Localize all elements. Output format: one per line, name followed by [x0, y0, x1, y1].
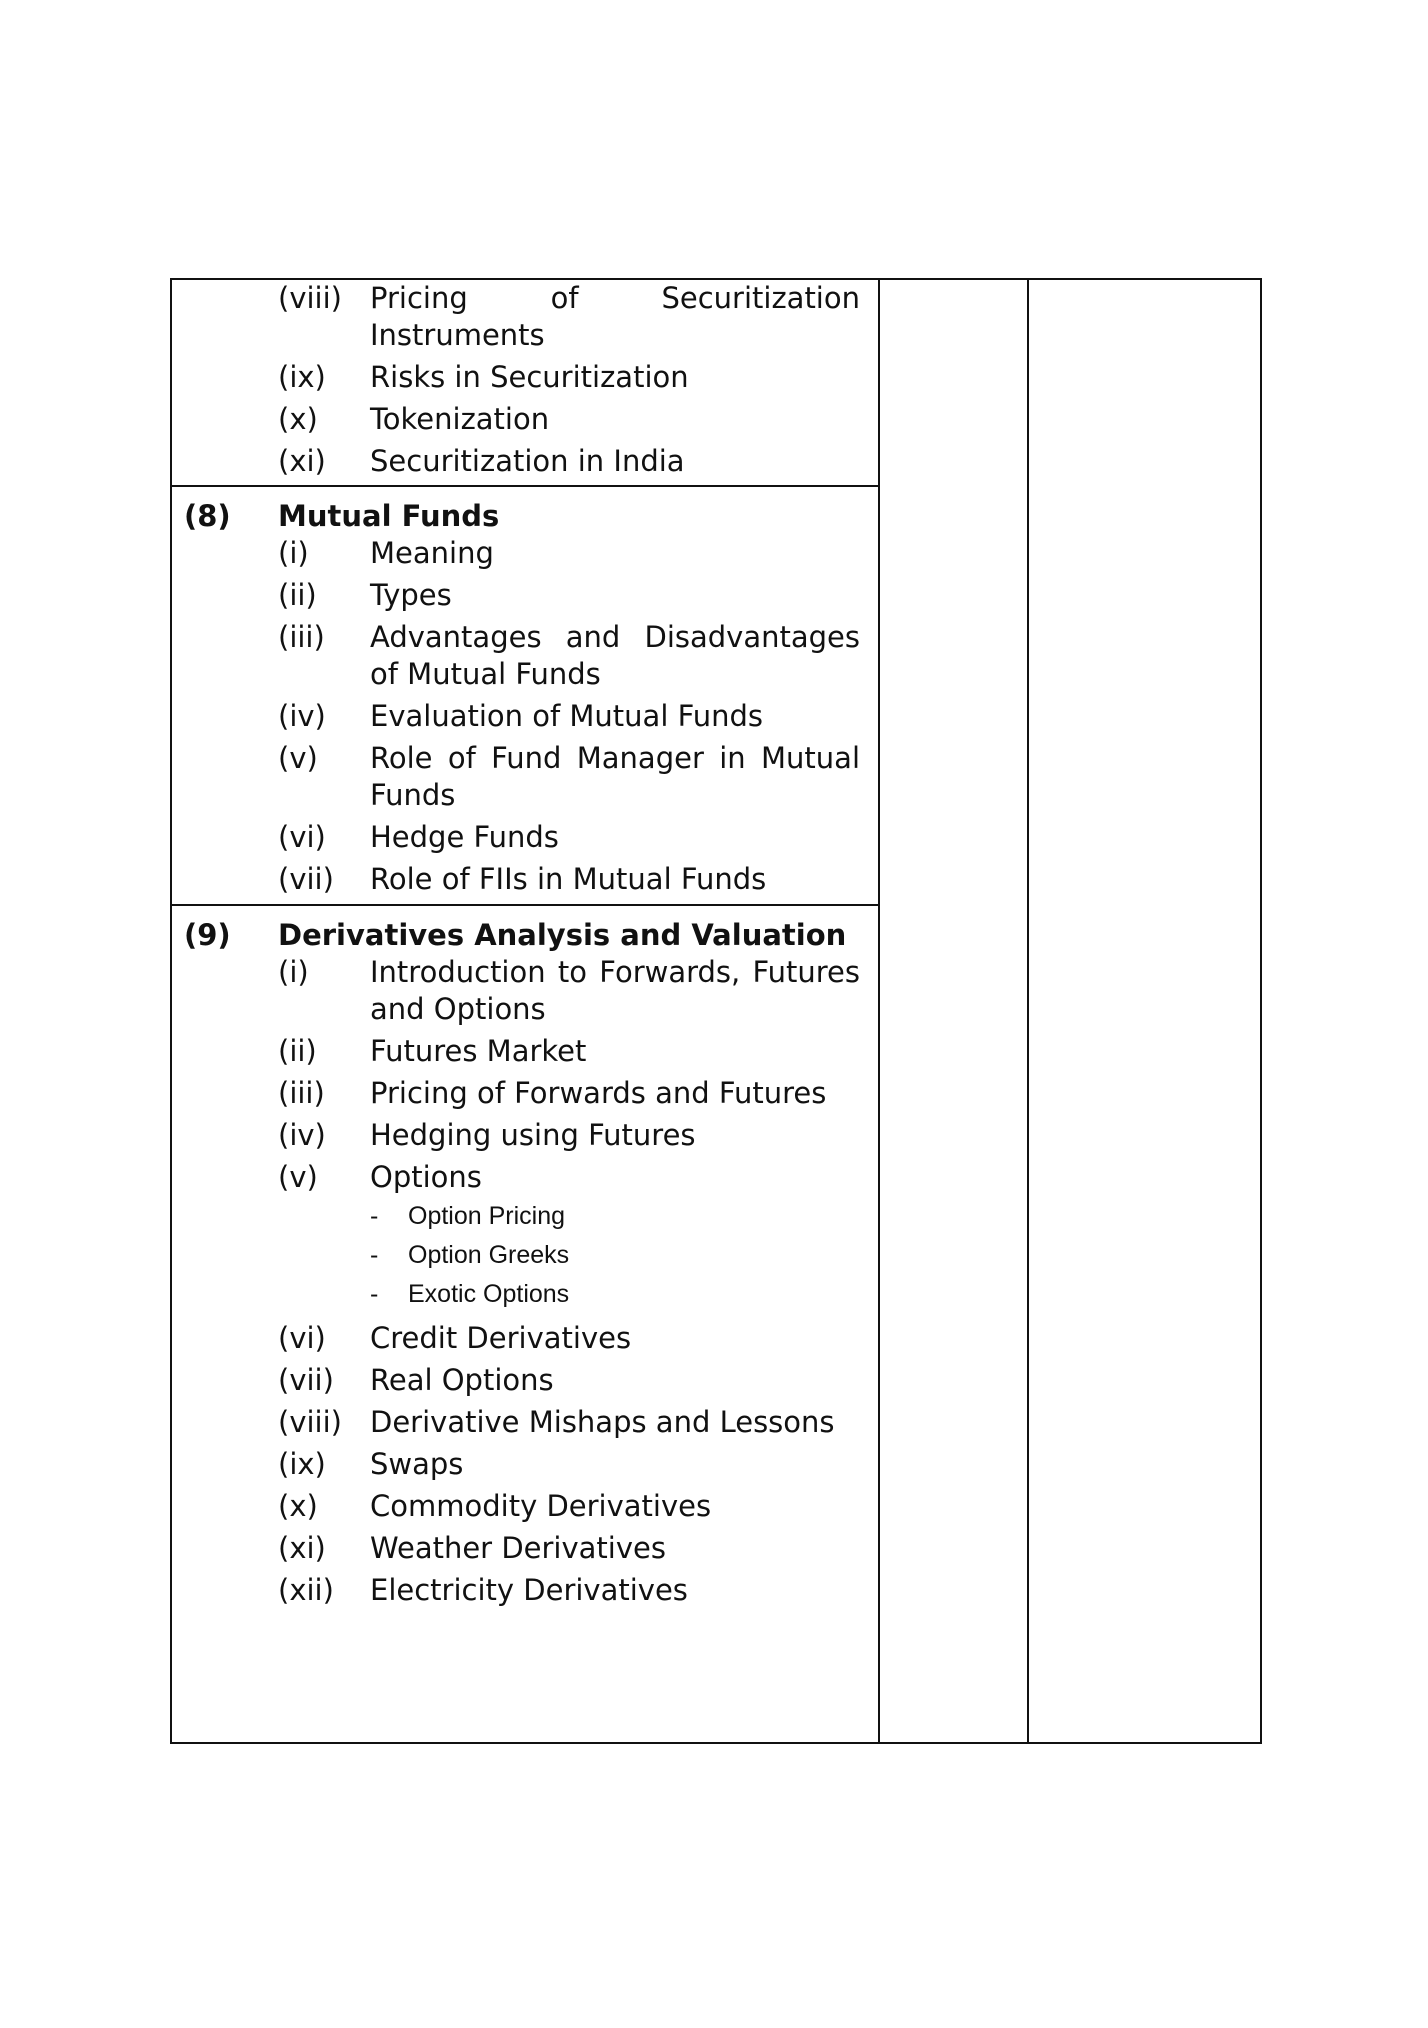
- list-item: [170, 1488, 878, 1525]
- item-number: (v): [278, 741, 318, 775]
- list-item: [170, 819, 878, 856]
- sub-item-text: Exotic Options: [408, 1280, 570, 1308]
- item-text: Pricing of Forwards and Futures: [370, 1076, 827, 1110]
- list-item: [170, 1362, 878, 1399]
- item-text: Risks in Securitization: [370, 360, 689, 394]
- item-text: Evaluation of Mutual Funds: [370, 699, 763, 733]
- item-number: (iii): [278, 1076, 325, 1110]
- list-item: [170, 1446, 878, 1483]
- section-number: (8): [184, 499, 231, 533]
- section-number: (9): [184, 918, 231, 952]
- section-title: Derivatives Analysis and Valuation: [278, 918, 847, 952]
- item-number: (iv): [278, 1118, 326, 1152]
- item-number: (i): [278, 955, 309, 989]
- item-number: (ii): [278, 578, 317, 612]
- list-item: [170, 577, 878, 614]
- item-number: (vii): [278, 862, 334, 896]
- sub-item-text: Option Greeks: [408, 1241, 570, 1269]
- sub-item-marker: -: [370, 1280, 379, 1308]
- item-text: Weather Derivatives: [370, 1531, 666, 1565]
- list-item: [170, 443, 878, 480]
- item-number: (vii): [278, 1363, 334, 1397]
- item-text: Role of Fund Manager in Mutual Funds: [370, 741, 860, 812]
- column-divider-1: [878, 278, 880, 1744]
- section-heading: [170, 916, 878, 954]
- list-item: [170, 954, 878, 1028]
- row-divider-2: [170, 904, 880, 906]
- item-text: Swaps: [370, 1447, 464, 1481]
- section-mutual-funds: [170, 497, 878, 903]
- list-item: [170, 1320, 878, 1357]
- item-number: (x): [278, 402, 318, 436]
- item-number: (viii): [278, 281, 342, 315]
- sub-item-text: Option Pricing: [408, 1202, 566, 1230]
- item-number: (vi): [278, 1321, 326, 1355]
- list-item: [170, 359, 878, 396]
- list-item: [170, 698, 878, 735]
- options-subitems: [170, 1197, 878, 1314]
- item-number: (viii): [278, 1405, 342, 1439]
- list-item: [170, 1404, 878, 1441]
- column-divider-2: [1027, 278, 1029, 1744]
- sub-item: [370, 1197, 878, 1236]
- item-text: Hedge Funds: [370, 820, 559, 854]
- item-text: Derivative Mishaps and Lessons: [370, 1405, 835, 1439]
- item-number: (ii): [278, 1034, 317, 1068]
- item-number: (xi): [278, 444, 326, 478]
- list-item: [170, 1530, 878, 1567]
- list-item: [170, 1117, 878, 1154]
- item-text: Role of FIIs in Mutual Funds: [370, 862, 767, 896]
- item-text: Commodity Derivatives: [370, 1489, 712, 1523]
- row-divider-1: [170, 485, 880, 487]
- list-item: [170, 1033, 878, 1070]
- item-number: (ix): [278, 360, 326, 394]
- item-text: Tokenization: [370, 402, 550, 436]
- item-text: Options: [370, 1160, 482, 1194]
- item-text: Securitization in India: [370, 444, 685, 478]
- list-item: [170, 535, 878, 572]
- item-number: (i): [278, 536, 309, 570]
- item-text: Introduction to Forwards, Futures and Options: [370, 955, 860, 1026]
- item-text: Advantages and Disadvantages of Mutual Funds: [370, 620, 860, 691]
- section-heading: [170, 497, 878, 535]
- item-text: Pricing of Securitization Instruments: [370, 281, 860, 352]
- item-text: Futures Market: [370, 1034, 587, 1068]
- item-number: (xii): [278, 1573, 334, 1607]
- section-securitization-continued: [170, 280, 878, 485]
- section-derivatives: [170, 916, 878, 1614]
- sub-item-marker: -: [370, 1241, 379, 1269]
- list-item: [170, 619, 878, 693]
- item-number: (ix): [278, 1447, 326, 1481]
- item-text: Meaning: [370, 536, 494, 570]
- item-number: (vi): [278, 820, 326, 854]
- list-item: [170, 740, 878, 814]
- list-item: [170, 1075, 878, 1112]
- item-number: (v): [278, 1160, 318, 1194]
- item-text: Credit Derivatives: [370, 1321, 632, 1355]
- item-number: (x): [278, 1489, 318, 1523]
- item-number: (iv): [278, 699, 326, 733]
- sub-item: [370, 1236, 878, 1275]
- list-item: [170, 280, 878, 354]
- sub-item-marker: -: [370, 1202, 379, 1230]
- list-item: [170, 861, 878, 898]
- list-item: [170, 1572, 878, 1609]
- item-text: Real Options: [370, 1363, 554, 1397]
- sub-item: [370, 1275, 878, 1314]
- item-text: Hedging using Futures: [370, 1118, 696, 1152]
- item-number: (iii): [278, 620, 325, 654]
- item-text: Electricity Derivatives: [370, 1573, 688, 1607]
- list-item: [170, 1159, 878, 1196]
- section-title: Mutual Funds: [278, 499, 500, 533]
- item-number: (xi): [278, 1531, 326, 1565]
- item-text: Types: [370, 578, 452, 612]
- list-item: [170, 401, 878, 438]
